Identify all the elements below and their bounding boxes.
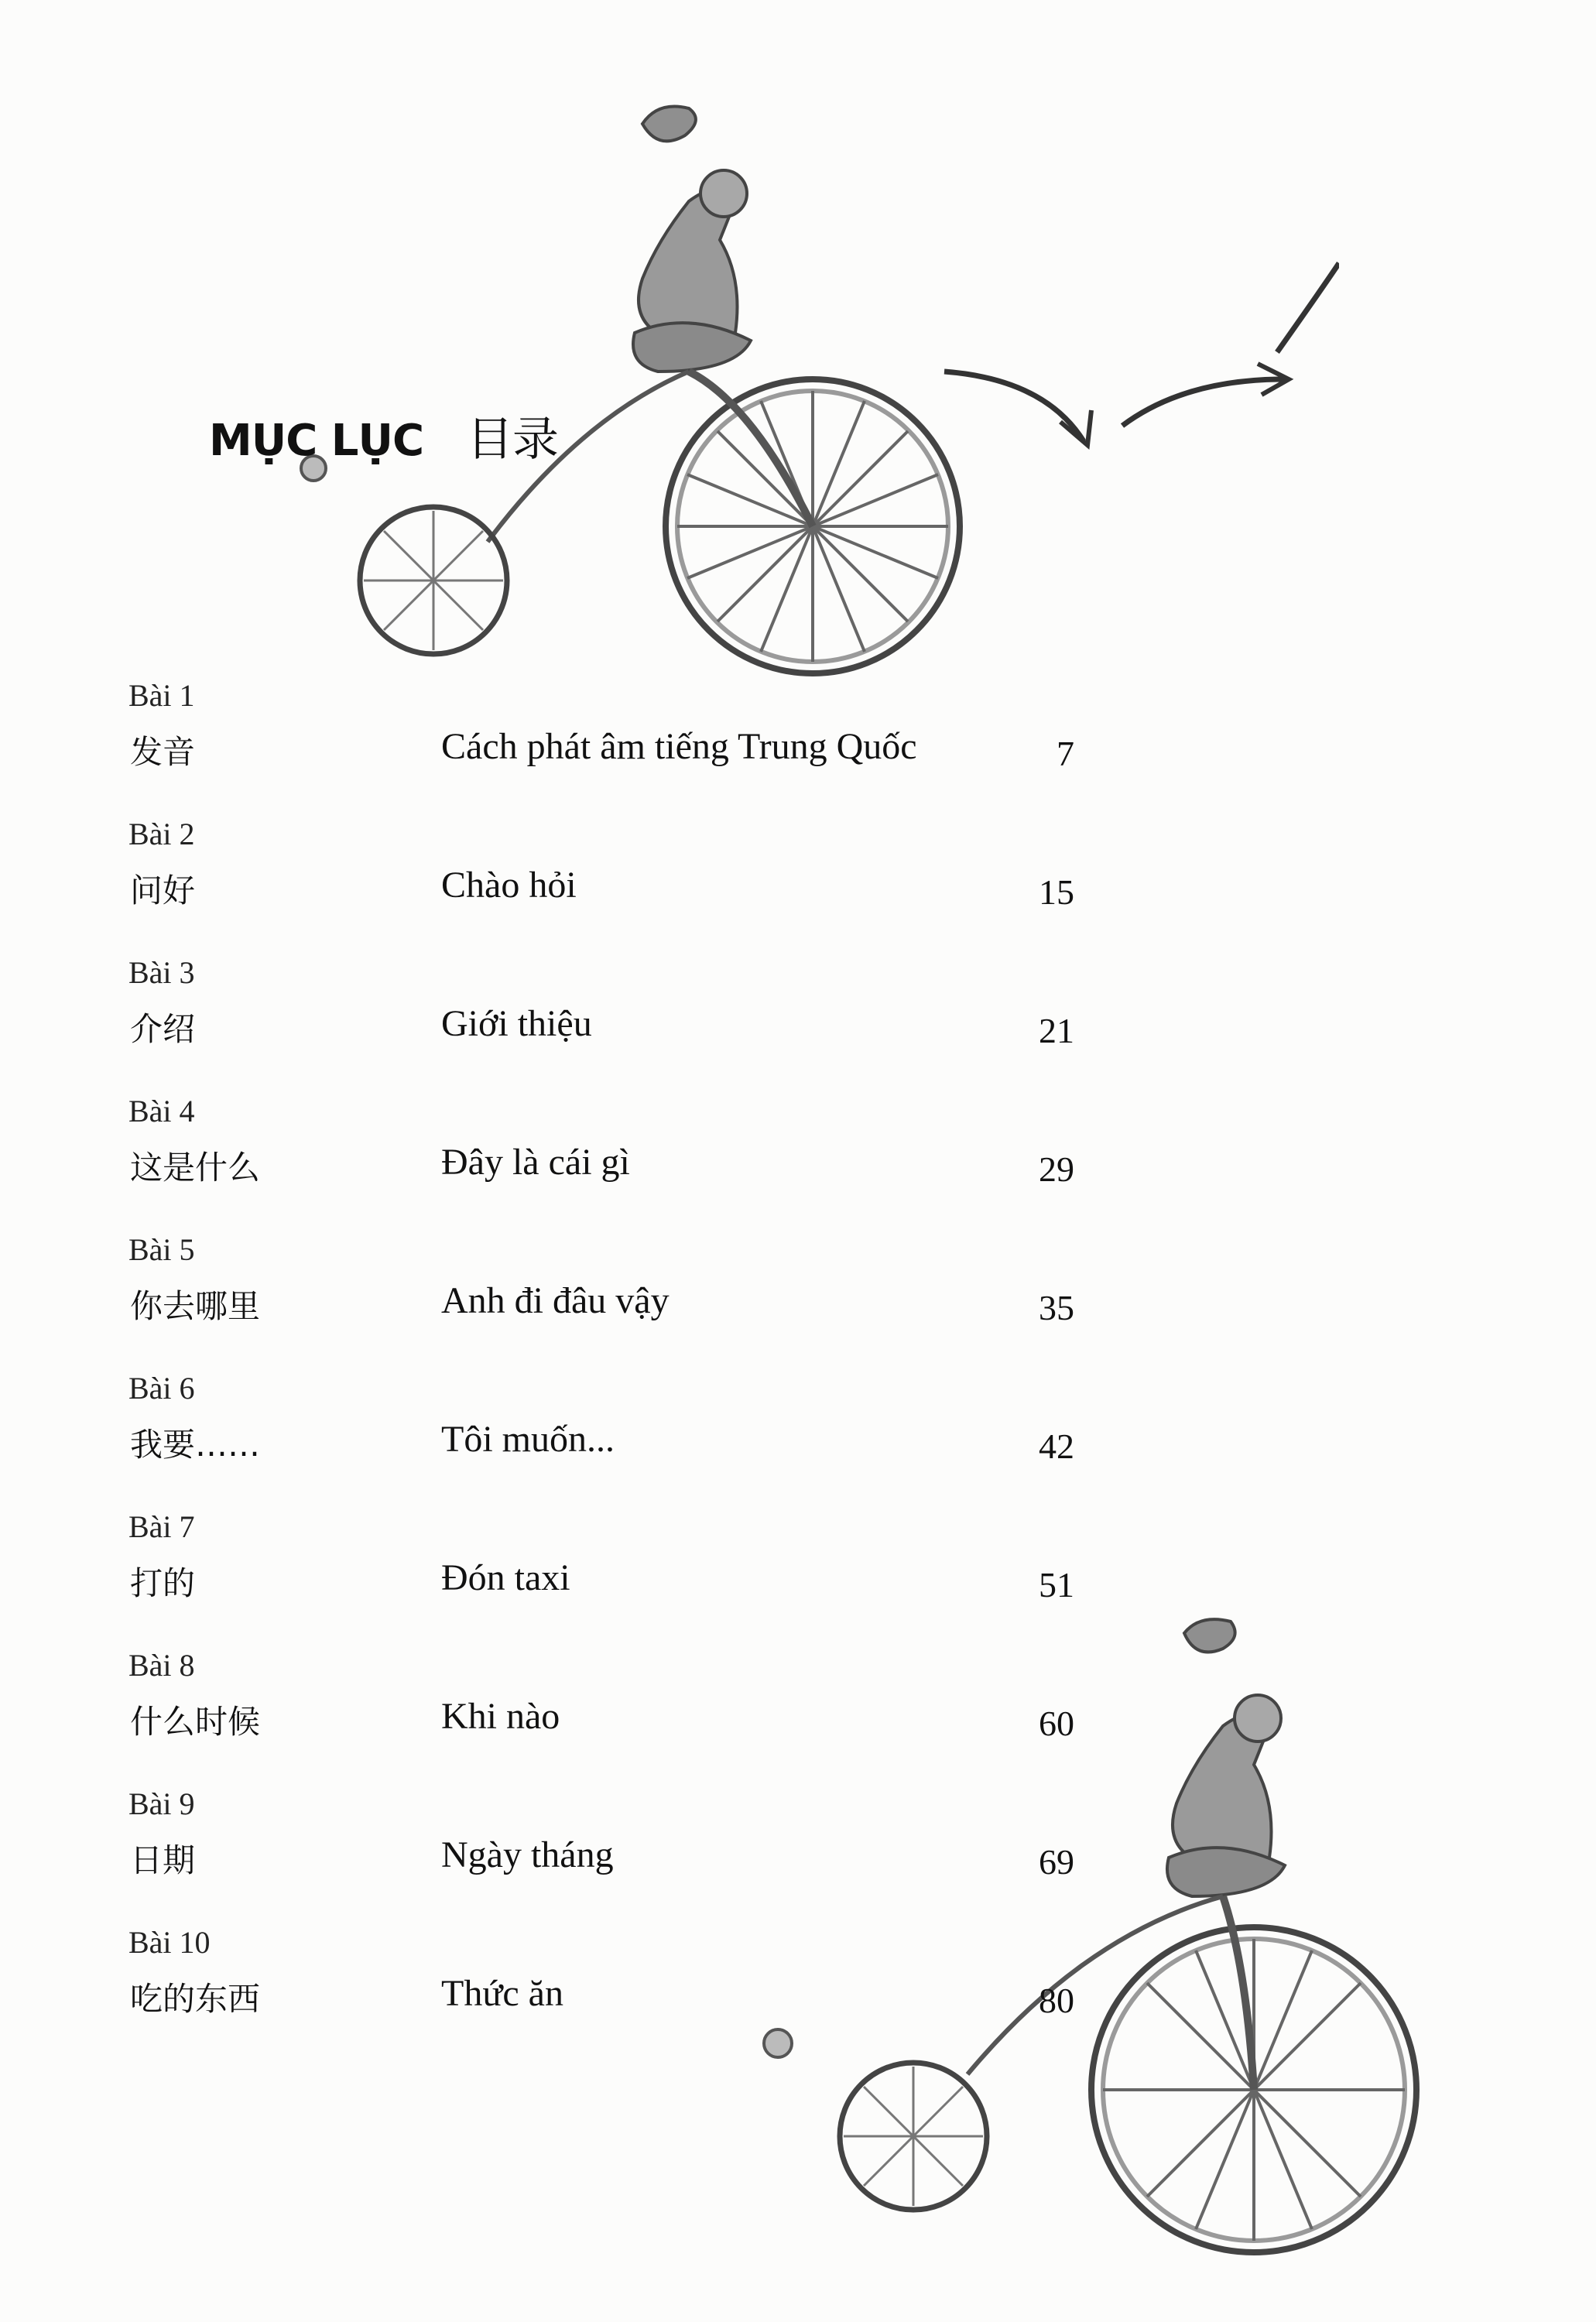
lesson-number: Bài 5 (128, 1232, 195, 1267)
lesson-title-zh: 你去哪里 (130, 1287, 261, 1325)
lesson-title-vi: Thức ăn (441, 1973, 563, 2014)
lesson-number: Bài 1 (128, 678, 195, 713)
lesson-page-number: 42 (1039, 1426, 1074, 1466)
lesson-number: Bài 2 (128, 817, 195, 851)
lesson-number: Bài 4 (128, 1094, 195, 1128)
toc-row (0, 1924, 1238, 2056)
toc-row (0, 1786, 1238, 1917)
lesson-page-number: 60 (1039, 1704, 1074, 1743)
lesson-title-zh: 这是什么 (130, 1149, 261, 1187)
lesson-title-zh: 吃的东西 (130, 1980, 261, 2018)
lesson-title-zh: 什么时候 (130, 1703, 261, 1741)
toc-row (0, 677, 1238, 809)
lesson-title-vi: Anh đi đâu vậy (441, 1280, 670, 1321)
lesson-number: Bài 9 (128, 1786, 195, 1821)
lesson-title-zh: 问好 (130, 872, 196, 909)
lesson-title-zh: 我要…… (130, 1426, 261, 1464)
lesson-title-zh: 发音 (130, 733, 196, 771)
toc-row (0, 1509, 1238, 1640)
lesson-title-zh: 介绍 (130, 1010, 196, 1048)
lesson-page-number: 7 (1057, 734, 1074, 773)
toc-row (0, 1647, 1238, 1779)
toc-row (0, 1370, 1238, 1502)
lesson-page-number: 21 (1039, 1011, 1074, 1050)
lesson-title-vi: Giới thiệu (441, 1003, 592, 1044)
lesson-page-number: 29 (1039, 1149, 1074, 1189)
toc-row (0, 1231, 1238, 1363)
lesson-page-number: 69 (1039, 1842, 1074, 1882)
lesson-number: Bài 8 (128, 1648, 195, 1683)
lesson-title-vi: Tôi muốn... (441, 1419, 615, 1460)
lesson-title-vi: Chào hỏi (441, 865, 577, 906)
penny-farthing-cyclist-icon (255, 77, 1339, 697)
page-title (209, 402, 558, 469)
toc-row (0, 954, 1238, 1086)
lesson-title-vi: Ngày tháng (441, 1834, 614, 1875)
title-vi: MỤC LỤC (209, 416, 424, 466)
toc-row (0, 816, 1238, 947)
lesson-title-vi: Cách phát âm tiếng Trung Quốc (441, 726, 917, 767)
lesson-page-number: 35 (1039, 1288, 1074, 1327)
lesson-number: Bài 7 (128, 1509, 195, 1544)
lesson-page-number: 80 (1039, 1981, 1074, 2020)
lesson-title-vi: Đón taxi (441, 1557, 570, 1598)
lesson-number: Bài 3 (128, 955, 195, 990)
lesson-title-zh: 日期 (130, 1841, 196, 1879)
lesson-page-number: 15 (1039, 872, 1074, 912)
lesson-title-zh: 打的 (130, 1564, 196, 1602)
toc-row (0, 1093, 1238, 1224)
lesson-number: Bài 10 (128, 1925, 211, 1960)
lesson-title-vi: Khi nào (441, 1696, 560, 1737)
lesson-page-number: 51 (1039, 1565, 1074, 1605)
title-zh: 目录 (467, 413, 559, 467)
lesson-number: Bài 6 (128, 1371, 195, 1406)
lesson-title-vi: Đây là cái gì (441, 1142, 630, 1183)
